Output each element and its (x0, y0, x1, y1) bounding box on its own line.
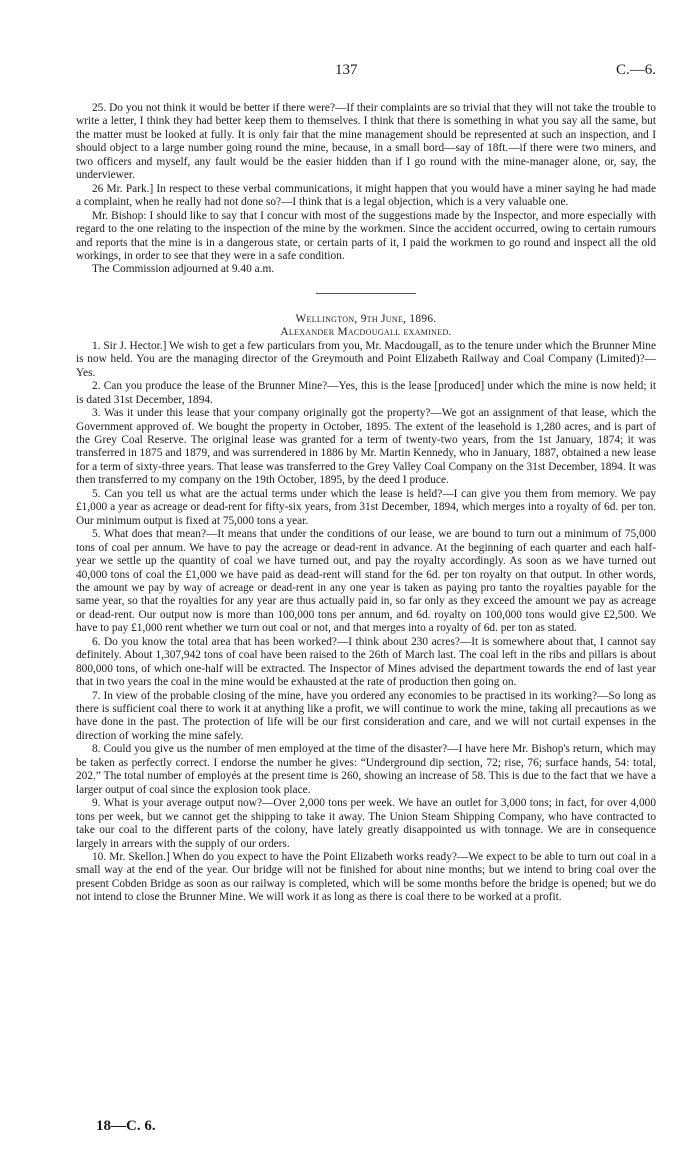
paragraph: 6. Do you know the total area that has been worked?—I think about 230 acres?—It is somewhere about that, I cannot say definitely. About 1,307,942 tons of coal have been raised to the 26th of March last. The coal left in the ribs and pillars is about 800,000 tons, of which one-half will be extracted. The Inspector of Mines advised the department towards the end of last year that in two years the coal in the mine would be exhausted at the rate of production then going on. (76, 635, 656, 689)
signature-mark: 18—C. 6. (96, 1118, 156, 1134)
section-divider (316, 293, 416, 294)
paragraph: 9. What is your average output now?—Over 2,000 tons per week. We have an outlet for 3,000 tons; in fact, for over 4,000 tons per week, but we cannot get the shipping to take it away. The Union Steam Shipping Company, who have contracted to take our coal to the different parts of the colony, have lately greatly disappointed us with tonnage. We are in consequence largely in arrears with the supply of our orders. (76, 797, 656, 850)
paragraph: 7. In view of the probable closing of the mine, have you ordered any economies to be practised in its working?—So long as there is sufficient coal there to work it at anything like a profit, we will continue to work the mine, taking all precautions as we have done in the past. The protection of life will be our first consideration and care, and we will not curtail expenses in the direction of working the mine safely. (76, 689, 656, 742)
paragraph: 5. What does that mean?—It means that under the conditions of our lease, we are bound to turn out a minimum of 75,000 tons of coal per annum. We have to pay the acreage or dead-rent in advance. At the beginning of each quarter and each half-year we settle up the quantity of coal we have turned out, and pay the royalty accordingly. As soon as we have turned out 40,000 tons of coal the £1,000 we have paid as dead-rent will stand for the 6d. per ton royalty on that output. In other words, the amount we pay by way of acreage or dead-rent in any one year is taken as paying pro tanto the royalties payable for the same year, so that the royalties for any year are thus actually paid in, so far only as they exceed the amount we pay as acreage or dead-rent. Our output now is more than 100,000 tons per annum, and 6d. royalty on 100,000 tons would give £2,500. We have to pay £1,000 rent whether we turn out coal or not, and that merges into a royalty of 6d. per ton as stated. (76, 528, 656, 635)
witness-heading: Alexander Macdougall examined. (280, 326, 452, 339)
paragraph: 1. Sir J. Hector.] We wish to get a few particulars from you, Mr. Macdougall, as to the tenure under which the Brunner Mine is now held. You are the managing director of the Greymouth and Point Elizabeth Railway and Coal Company (Limited)?—Yes. (76, 339, 656, 379)
document-body (76, 102, 656, 905)
paragraph: 25. Do you not think it would be better if there were?—If their complaints are so trivial that they will not take the trouble to write a letter, I think they had better keep them to themselves. I think that there is something in what you say all the same, but the matter must be looked at fully. It is only fair that the mine management should be represented at such an inspection, and I should object to a large number going round the mine, because, in a small bord—say of 18ft.—if there were two miners, and two officers and myself, any fault would be the easier hidden than if I go round with the mine-manager alone, or, say, the underviewer. (76, 102, 656, 182)
paragraph: 26 Mr. Park.] In respect to these verbal communications, it might happen that you would have a miner saying he had made a complaint, when he really had not done so?—I think that is a legal objection, which is a very valuable one. (76, 182, 656, 209)
paragraph: 5. Can you tell us what are the actual terms under which the lease is held?—I can give you them from memory. We pay £1,000 a year as acreage or dead-rent for fifty-six years, from 31st December, 1894, which merges into a royalty of 6d. per ton. Our minimum output is fixed at 75,000 tons a year. (76, 487, 656, 527)
paragraph: Mr. Bishop: I should like to say that I concur with most of the suggestions made by the Inspector, and more especially with regard to the one relating to the inspection of the mine by the workmen. Since the accident occurred, owing to certain rumours and reports that the mine is in a dangerous state, or certain parts of it, I paid the workmen to go round and inspect all the old workings, in order to see that they were in a safe condition. (76, 209, 656, 262)
page-number: 137 (335, 62, 358, 78)
document-code: C.—6. (615, 62, 656, 78)
paragraph: 10. Mr. Skellon.] When do you expect to have the Point Elizabeth works ready?—We expect to be able to turn out coal in a small way at the end of the year. Our bridge will not be finished for about nine months; but we intend to bring coal over the present Cobden Bridge as soon as our railway is completed, which will be some months before the bridge is opened; but we do not intend to close the Brunner Mine. We will work it as long as there is coal there to be worked at a profit. (76, 851, 656, 904)
page-header (0, 62, 700, 82)
paragraph: 8. Could you give us the number of men employed at the time of the disaster?—I have here Mr. Bishop's return, which may be taken as perfectly correct. I endorse the number he gives: “Underground dip section, 72; rise, 76; surface hands, 54: total, 202.” The total number of employés at the present time is 260, showing an increase of 58. This is due to the fact that we have a larger output of coal since the explosion took place. (76, 743, 656, 796)
paragraph: 3. Was it under this lease that your company originally got the property?—We got an assignment of that lease, which the Government approved of. We bought the property in October, 1895. The extent of the leasehold is 1,280 acres, and is part of the Grey Coal Reserve. The original lease was granted for a term of twenty-two years, from the 1st January, 1874; it was transferred in 1875 and 1879, and was surrendered in 1886 by Mr. Martin Kennedy, who in January, 1887, obtained a new lease for a term of sixty-three years. That lease was transferred to the Grey Valley Coal Company on the 31st December, 1894. It was then transferred to my company on the 19th October, 1895, by the deed I produce. (76, 407, 656, 487)
adjournment-note: The Commission adjourned at 9.40 a.m. (92, 263, 275, 276)
session-place-date: Wellington, 9th June, 1896. (295, 312, 437, 325)
paragraph: 2. Can you produce the lease of the Brunner Mine?—Yes, this is the lease [produced] under which the mine is now held; it is dated 31st December, 1894. (76, 380, 656, 406)
